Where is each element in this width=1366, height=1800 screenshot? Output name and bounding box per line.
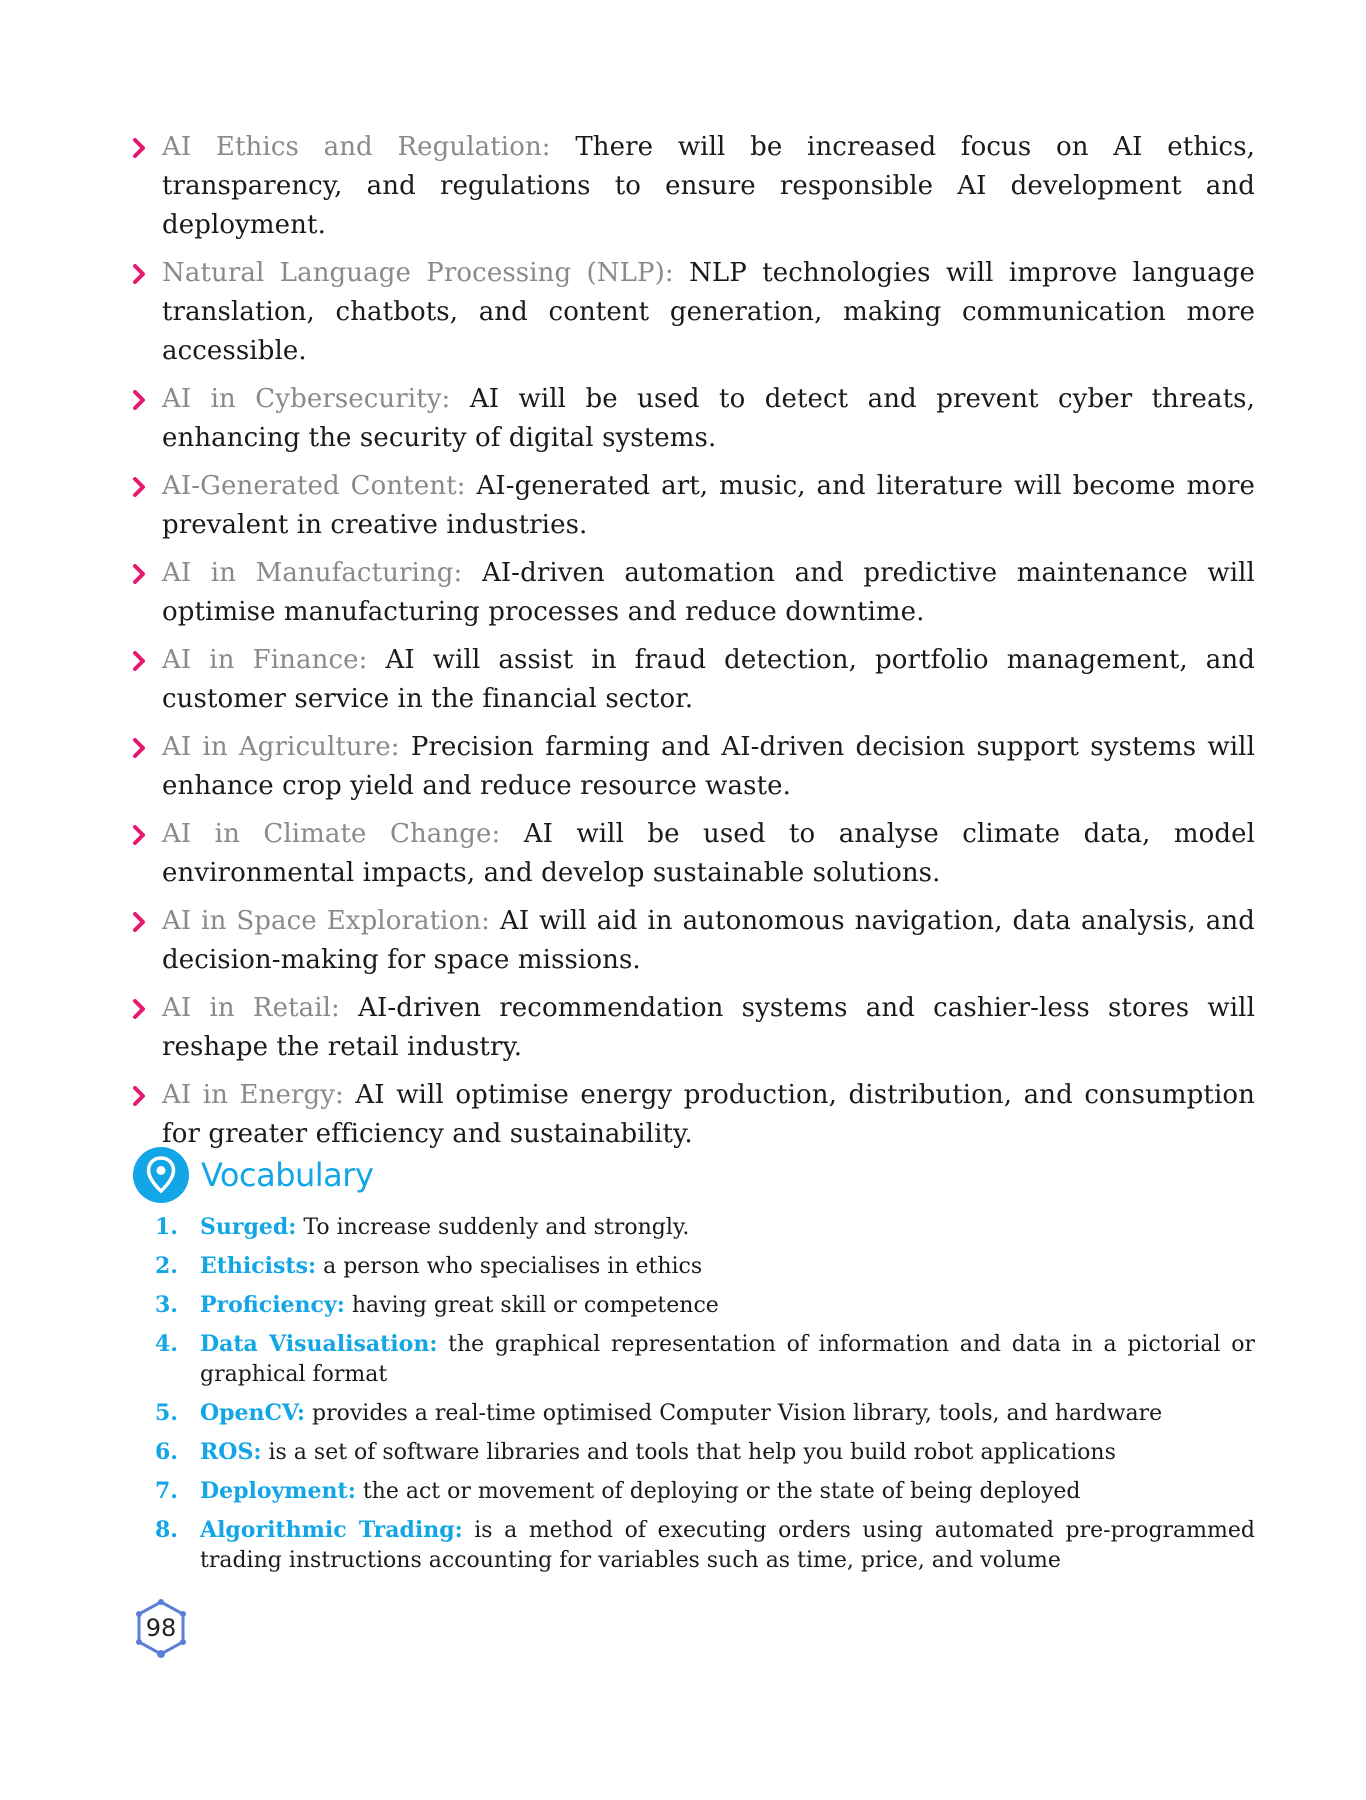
item-number: 5.	[155, 1400, 178, 1426]
chevron-right-icon	[132, 128, 152, 167]
chevron-right-icon	[132, 380, 152, 419]
bullet-description: There will be increased focus on AI ethics, transparency, and regulations to ensure responsible AI development and deployment.	[162, 132, 1255, 240]
chevron-right-icon	[132, 989, 152, 1028]
chevron-right-icon	[132, 254, 152, 293]
list-item	[130, 467, 1255, 545]
bullet-description: AI will optimise energy production, distribution, and consumption for greater efficiency and sustainability.	[162, 1080, 1255, 1149]
vocabulary-term: Surged:	[200, 1214, 297, 1240]
list-item	[130, 815, 1255, 893]
bullet-description: Precision farming and AI-driven decision support systems will enhance crop yield and reduce resource waste.	[162, 732, 1255, 801]
bullet-term: Natural Language Processing (NLP):	[162, 258, 674, 288]
item-number: 7.	[155, 1478, 178, 1504]
bullet-term: AI in Manufacturing:	[162, 558, 463, 588]
vocabulary-item	[150, 1290, 1255, 1321]
vocabulary-item	[150, 1251, 1255, 1282]
bullet-term: AI in Agriculture:	[162, 732, 400, 762]
vocabulary-term: Data Visualisation:	[200, 1331, 438, 1357]
bullet-description: AI will assist in fraud detection, portfolio management, and customer service in the financial sector.	[162, 645, 1255, 714]
item-number: 2.	[155, 1253, 178, 1279]
vocabulary-item	[150, 1212, 1255, 1243]
bullet-description: AI will aid in autonomous navigation, data analysis, and decision-making for space missions.	[162, 906, 1255, 975]
vocabulary-term: OpenCV:	[200, 1400, 306, 1426]
ai-trends-list	[130, 128, 1255, 1163]
vocabulary-term: ROS:	[200, 1439, 262, 1465]
bullet-description: AI-generated art, music, and literature will become more prevalent in creative industries.	[162, 471, 1255, 540]
vocabulary-definition: provides a real-time optimised Computer Vision library, tools, and hardware	[312, 1401, 1163, 1426]
vocabulary-term: Algorithmic Trading:	[200, 1517, 463, 1543]
bullet-term: AI in Climate Change:	[162, 819, 501, 849]
list-item	[130, 641, 1255, 719]
location-pin-icon	[133, 1147, 189, 1203]
chevron-right-icon	[132, 728, 152, 767]
vocabulary-term: Deployment:	[200, 1478, 356, 1504]
page-number-badge	[133, 1598, 189, 1662]
list-item	[130, 554, 1255, 632]
vocabulary-item	[150, 1329, 1255, 1390]
bullet-term: AI Ethics and Regulation:	[162, 132, 551, 162]
bullet-term: AI in Finance:	[162, 645, 368, 675]
vocabulary-definition: a person who specialises in ethics	[323, 1254, 703, 1279]
vocabulary-definition: is a method of executing orders using automated pre-programmed trading instructions accounting for variables such as time, price, and volume	[200, 1518, 1255, 1573]
vocabulary-header	[133, 1147, 373, 1203]
vocabulary-item	[150, 1476, 1255, 1507]
bullet-description: AI will be used to analyse climate data, model environmental impacts, and develop sustainable solutions.	[162, 819, 1255, 888]
list-item	[130, 128, 1255, 245]
chevron-right-icon	[132, 1076, 152, 1115]
vocabulary-definition: is a set of software libraries and tools that help you build robot applications	[268, 1440, 1116, 1465]
vocabulary-item	[150, 1437, 1255, 1468]
item-number: 8.	[155, 1517, 178, 1543]
list-item	[130, 1076, 1255, 1154]
bullet-description: AI-driven automation and predictive maintenance will optimise manufacturing processes and reduce downtime.	[162, 558, 1255, 627]
bullet-term: AI in Space Exploration:	[162, 906, 491, 936]
page-number: 98	[145, 1614, 177, 1642]
bullet-term: AI in Cybersecurity:	[162, 384, 451, 414]
item-number: 3.	[155, 1292, 178, 1318]
bullet-description: AI-driven recommendation systems and cashier-less stores will reshape the retail industry.	[162, 993, 1255, 1062]
list-item	[130, 254, 1255, 371]
bullet-term: AI in Retail:	[162, 993, 340, 1023]
vocabulary-item	[150, 1515, 1255, 1576]
list-item	[130, 902, 1255, 980]
chevron-right-icon	[132, 554, 152, 593]
vocabulary-title: Vocabulary	[201, 1156, 374, 1194]
bullet-term: AI in Energy:	[162, 1080, 344, 1110]
vocabulary-definition: the act or movement of deploying or the state of being deployed	[362, 1479, 1081, 1504]
vocabulary-term: Proficiency:	[200, 1292, 345, 1318]
bullet-description: AI will be used to detect and prevent cyber threats, enhancing the security of digital systems.	[162, 384, 1255, 453]
vocabulary-definition: the graphical representation of information and data in a pictorial or graphical format	[200, 1332, 1255, 1387]
bullet-term: AI-Generated Content:	[162, 471, 466, 501]
bullet-description: NLP technologies will improve language translation, chatbots, and content generation, making communication more accessible.	[162, 258, 1255, 366]
list-item	[130, 728, 1255, 806]
vocabulary-term: Ethicists:	[200, 1253, 317, 1279]
vocabulary-item	[150, 1398, 1255, 1429]
chevron-right-icon	[132, 815, 152, 854]
vocabulary-definition: having great skill or competence	[351, 1293, 719, 1318]
vocabulary-list	[150, 1212, 1255, 1584]
item-number: 1.	[155, 1214, 178, 1240]
chevron-right-icon	[132, 902, 152, 941]
vocabulary-definition: To increase suddenly and strongly.	[303, 1215, 690, 1240]
item-number: 6.	[155, 1439, 178, 1465]
chevron-right-icon	[132, 467, 152, 506]
list-item	[130, 989, 1255, 1067]
list-item	[130, 380, 1255, 458]
item-number: 4.	[155, 1331, 178, 1357]
chevron-right-icon	[132, 641, 152, 680]
